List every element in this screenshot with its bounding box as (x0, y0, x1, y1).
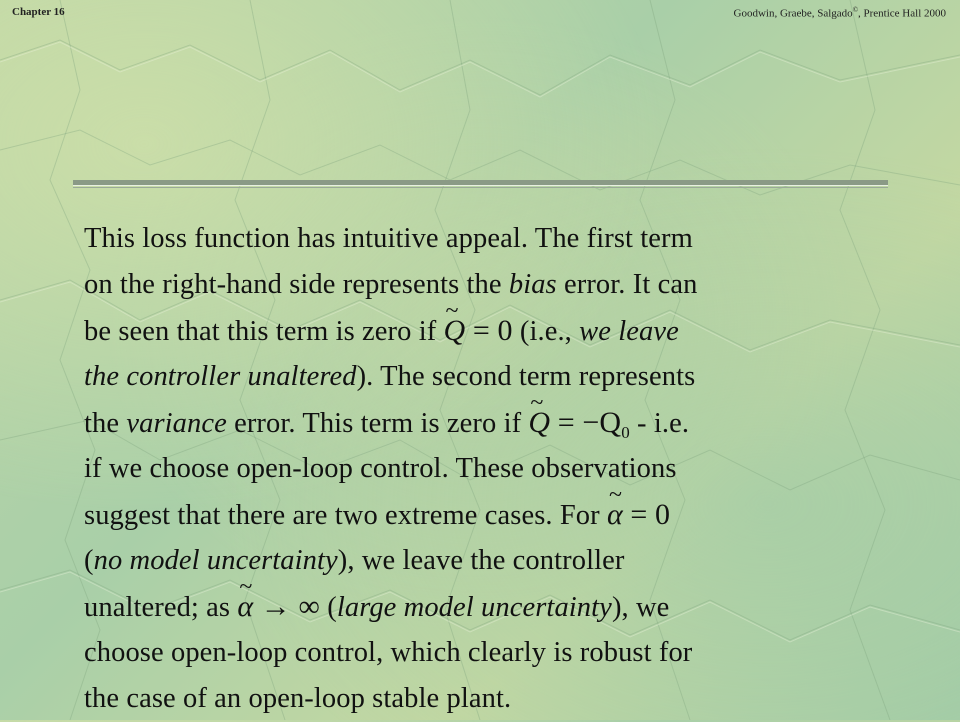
text-run: ). The second term represents (356, 361, 696, 392)
emphasis-variance: variance (126, 408, 227, 439)
text-line (84, 584, 924, 630)
text-run: error. It can (556, 269, 698, 300)
text-run: be seen that this term is zero if (84, 316, 444, 347)
emphasis-text: the controller unaltered (84, 361, 357, 392)
equation-alpha-zero (607, 498, 670, 531)
text-run: (i.e., (512, 316, 580, 347)
equation-q-zero (444, 314, 513, 347)
equation-rhs: = 0 (465, 314, 513, 347)
emphasis-text: no model uncertainty (93, 545, 338, 576)
subscript: 0 (621, 423, 630, 442)
text-run: ), we leave the controller (337, 545, 625, 576)
text-line: This loss function has intuitive appeal. The first term (84, 223, 693, 254)
text-run: error. This term is zero if (226, 408, 529, 439)
text-run: ), we (611, 592, 670, 623)
text-line: choose open-loop control, which clearly is robust for (84, 637, 693, 668)
text-run: ( (84, 545, 94, 576)
title-divider-thin (73, 187, 888, 188)
text-line (84, 262, 924, 308)
emphasis-text: large model uncertainty (336, 592, 612, 623)
slide-paragraph (84, 216, 924, 722)
copyright-mark: © (852, 6, 859, 14)
text-line (84, 538, 924, 584)
text-run: unaltered; as (84, 592, 238, 623)
equation-rhs: → ∞ (253, 590, 320, 623)
q-tilde-symbol: ~ Q (528, 400, 550, 446)
equation-rhs: = −Q (550, 406, 622, 439)
title-divider (73, 180, 888, 185)
text-line: if we choose open-loop control. These observations (84, 453, 677, 484)
emphasis-text: we leave (579, 316, 679, 347)
text-run: - i.e. (629, 408, 690, 439)
equation-rhs: = 0 (622, 498, 671, 531)
text-run: on the right-hand side represents the (84, 269, 509, 300)
equation-q-neg-q0 (528, 406, 630, 442)
chapter-label: Chapter 16 (12, 6, 65, 18)
equation-alpha-infinity (237, 590, 320, 623)
text-run: ( (320, 592, 337, 623)
q-tilde-symbol: ~ Q (444, 308, 466, 354)
text-line (84, 492, 924, 538)
text-line (84, 400, 924, 446)
text-run: suggest that there are two extreme cases. For (84, 500, 607, 531)
credit-publisher: , Prentice Hall 2000 (858, 7, 946, 20)
text-run: the (84, 408, 127, 439)
alpha-tilde-symbol: ~ α (607, 492, 623, 538)
alpha-tilde-symbol: ~ α (237, 584, 253, 630)
text-line: the case of an open-loop stable plant. (84, 683, 512, 714)
text-line (84, 308, 924, 354)
credit-authors: Goodwin, Graebe, Salgado (733, 7, 853, 20)
emphasis-bias: bias (508, 269, 557, 300)
text-line (84, 354, 924, 400)
copyright-credit (734, 6, 946, 20)
